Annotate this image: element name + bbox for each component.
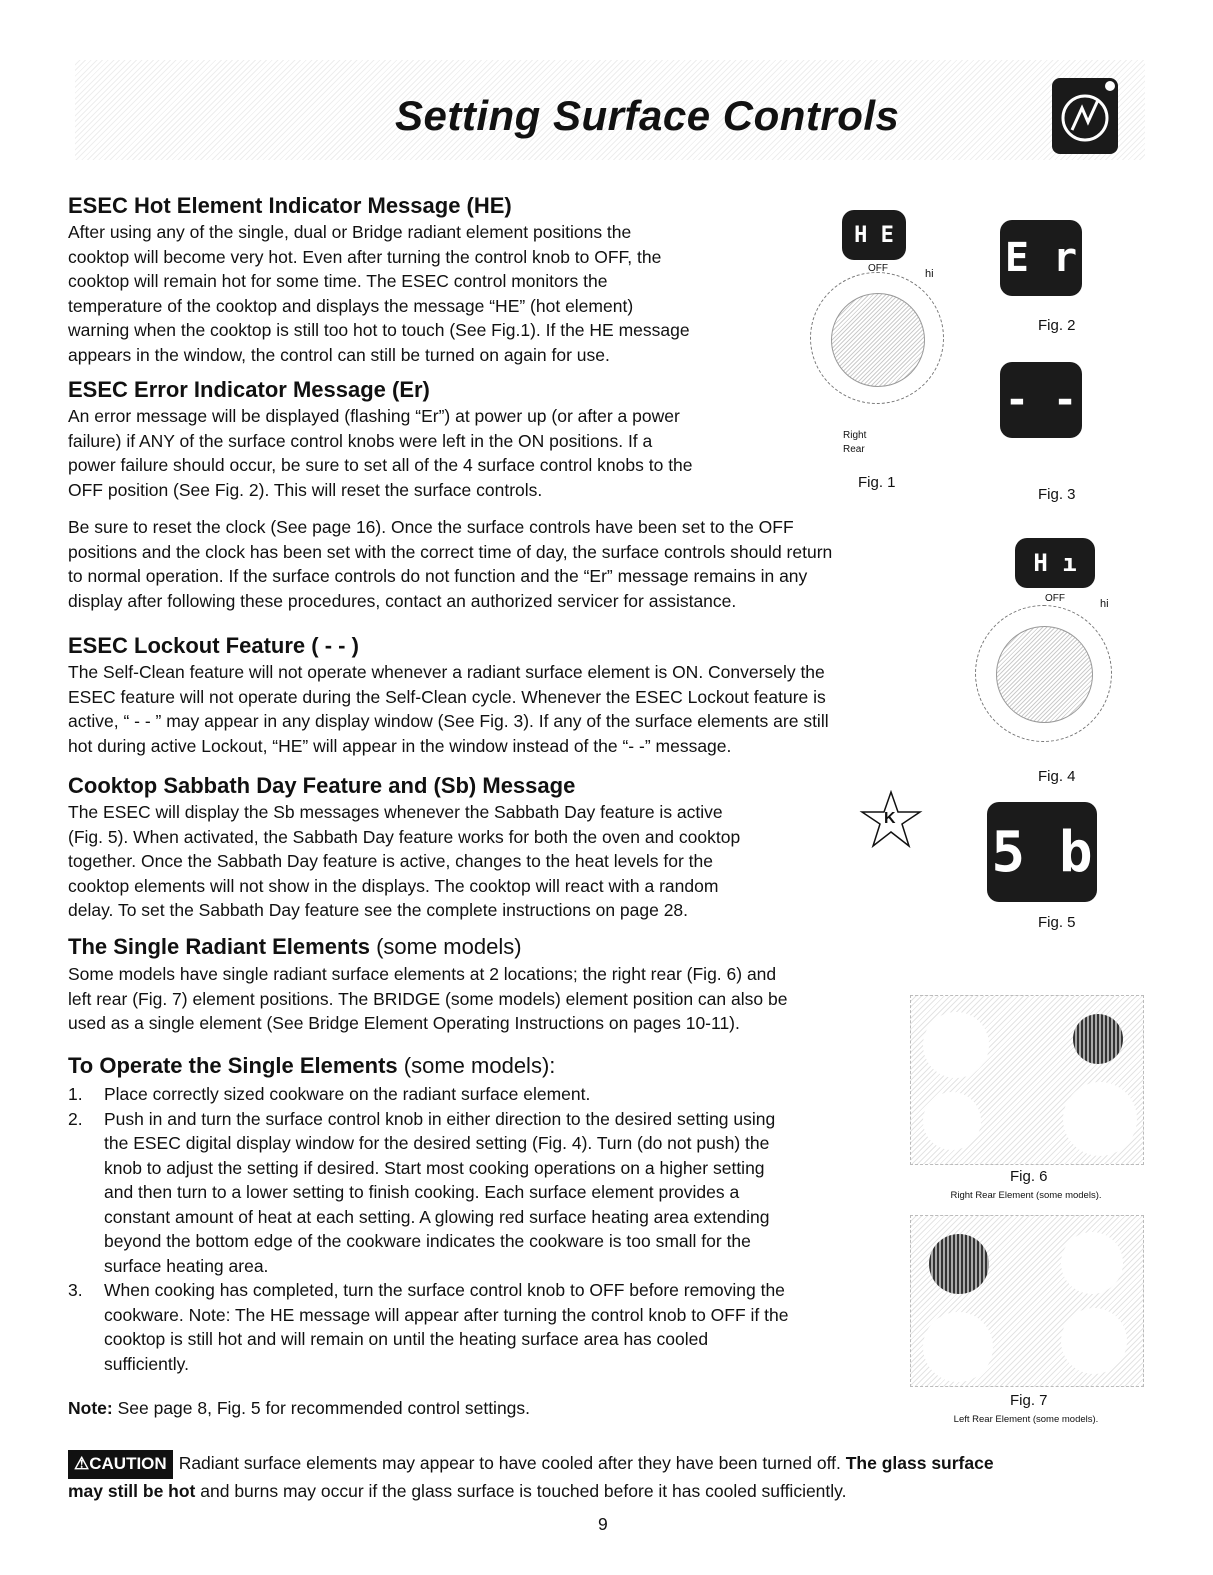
fig5-caption: Fig. 5 [1038,914,1076,931]
para-he: After using any of the single, dual or Bridge radiant element positions the cooktop will become very hot. Even after turning the control knob to OFF, the cooktop will remain hot for some time. The ESEC control monitors the temperature of the cooktop and displays the message “HE” (hot element) warning when the cooktop is still too hot to touch (See Fig.1). If the HE message appears in the window, the control can still be turned on again for use. [68,222,690,365]
fig7-cooktop [910,1215,1144,1387]
fig4-display: H ı [1015,538,1095,588]
fig1-display: H E [842,210,906,260]
cooktop-hand-icon [1052,78,1118,154]
fig6-hot-element [1073,1014,1123,1064]
caution-badge: ⚠CAUTION [68,1450,173,1479]
fig4-hi-label: hi [1100,598,1109,610]
fig6-caption: Fig. 6 [1010,1168,1048,1185]
step-3: 3. When cooking has completed, turn the surface control knob to OFF before removing the cookware. Note: The HE message will appear after turning the control knob to OFF if the cooktop is still hot and will remain on until the heating surface area has cooled sufficiently. [68,1280,789,1374]
para-er: An error message will be displayed (flashing “Er”) at power up (or after a power failure) if ANY of the surface control knobs were left in the ON positions. If a power failure should occur, be sure to set all of the 4 surface control knobs to the OFF position (See Fig. 2). This will reset the surface controls. [68,406,693,500]
fig6-subcaption: Right Rear Element (some models). [950,1190,1102,1201]
caution-block: ⚠CAUTION Radiant surface elements may appear to have cooled after they have been turned off. The glass surface may still be hot and burns may occur if the glass surface is touched before it has cooled sufficiently. [68,1450,1158,1503]
fig2-display: E r [1000,220,1082,296]
fig7-subcaption: Left Rear Element (some models). [953,1414,1099,1425]
heading-er: ESEC Error Indicator Message (Er) [68,377,430,402]
heading-he: ESEC Hot Element Indicator Message (HE) [68,193,512,218]
heading-lockout: ESEC Lockout Feature ( - - ) [68,633,359,658]
para-sabbath: The ESEC will display the Sb messages whenever the Sabbath Day feature is active (Fig. 5). When activated, the Sabbath Day feature works for both the oven and cooktop together. Once the Sabbath Day feature is active, changes to the heat levels for the cooktop elements will not show in the displays. The cooktop will react with a random delay. To set the Sabbath Day feature see the complete instructions on page 28. [68,802,741,920]
page-title: Setting Surface Controls [395,92,900,139]
para-clock: Be sure to reset the clock (See page 16). Once the surface controls have been set to the OFF positions and the clock has been set with the correct time of day, the surface controls should return to normal operation. If the surface controls do not function and the “Er” message remains in any display after following these procedures, contact an authorized servicer for assistance. [68,517,833,611]
fig4-off-label: OFF [1045,593,1065,604]
heading-single: The Single Radiant Elements (some models) [68,934,522,959]
fig6-cooktop [910,995,1144,1165]
fig4-caption: Fig. 4 [1038,768,1076,785]
para-single: Some models have single radiant surface elements at 2 locations; the right rear (Fig. 6) and left rear (Fig. 7) element positions. The BRIDGE (some models) element position can also be used as a single element (See Bridge Element Operating Instructions on pages 10-11). [68,964,788,1033]
heading-operate: To Operate the Single Elements (some models): [68,1053,556,1078]
fig1-knob-dial [810,272,944,404]
fig1-caption: Fig. 1 [858,474,896,491]
sabbath-star-icon: K [858,790,924,850]
fig3-display: - - [1000,362,1082,438]
fig4-knob-dial [975,605,1112,742]
fig1-rear-label: Rear [843,444,865,455]
fig7-hot-element [929,1234,989,1294]
para-lockout: The Self-Clean feature will not operate whenever a radiant surface element is ON. Conversely the ESEC feature will not operate during the Self-Clean cycle. Whenever the ESEC Lockout feature is active, “ - - ” may appear in any display window (See Fig. 3). If any of the surface elements are still hot during active Lockout, “HE” will appear in the window instead of the “- -” message. [68,662,829,756]
fig1-right-label: Right [843,430,867,441]
fig7-caption: Fig. 7 [1010,1392,1048,1409]
page-number: 9 [598,1514,608,1534]
note: Note: See page 8, Fig. 5 for recommended control settings. [68,1398,531,1418]
step-2: 2. Push in and turn the surface control knob in either direction to the desired setting using the ESEC digital display window for the desired setting (Fig. 4). Turn (do not push) the knob to adjust the setting if desired. Start most cooking operations on a higher setting and then turn to a lower setting to finish cooking. Each surface element provides a constant amount of heat at each setting. A glowing red surface heating area extending beyond the bottom edge of the cookware indicates the cookware is too small for the surface heating area. [68,1108,776,1276]
heading-sabbath: Cooktop Sabbath Day Feature and (Sb) Message [68,773,576,798]
fig1-off-label: OFF [868,263,888,274]
fig3-caption: Fig. 3 [1038,486,1076,503]
fig1-hi-label: hi [925,268,934,280]
fig2-caption: Fig. 2 [1038,317,1076,334]
fig5-display: 5 b [987,802,1097,902]
step-1: 1. Place correctly sized cookware on the radiant surface element. [68,1084,591,1104]
steps-list [68,1082,898,1376]
